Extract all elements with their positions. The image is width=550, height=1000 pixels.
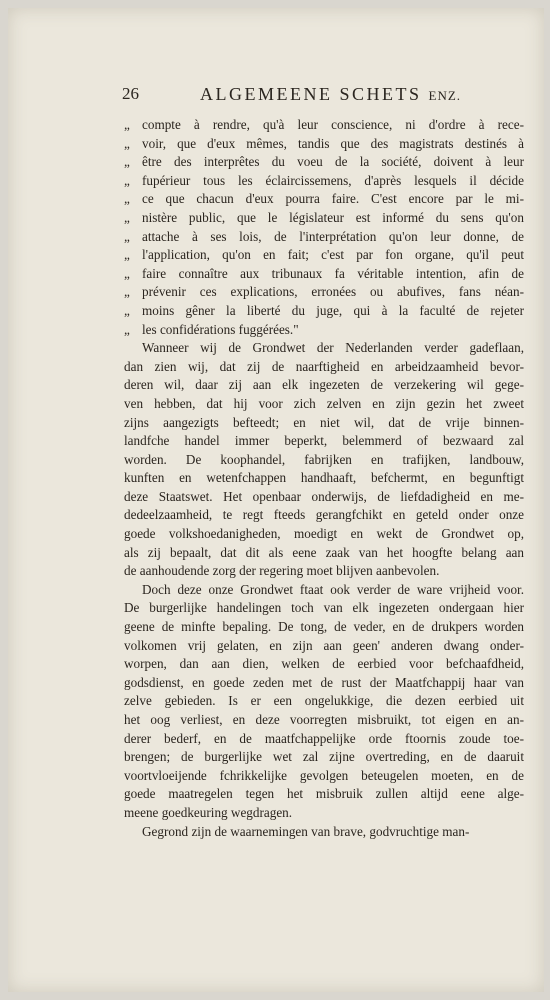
- quoted-passage: [124, 116, 524, 339]
- quoted-line: „ les confidérations fuggérées.": [124, 321, 524, 340]
- text-line: godsdienst, en goede zeden met de rust der Maatfchappij haar van: [124, 674, 524, 690]
- running-title: [200, 84, 461, 105]
- body-text: [124, 116, 524, 841]
- quote-mark: „: [124, 228, 130, 244]
- quoted-line: „ fupérieur tous les éclaircissemens, d'après lesquels il décide: [124, 172, 524, 191]
- paragraph-3: [124, 823, 524, 842]
- text-line: De burgerlijke handelingen toch van elk ingezeten ondergaan hier: [124, 600, 524, 616]
- paragraph-1: [124, 339, 524, 581]
- quote-mark: „: [124, 154, 130, 170]
- quote-mark: „: [124, 172, 130, 188]
- quote-mark: „: [124, 247, 130, 263]
- page-header: [122, 84, 514, 110]
- text-line: kunften en wetenfchappen handhaaft, befchermt, en begunftigt: [124, 470, 524, 486]
- text-line: brengen; de burgerlijke wet zal zijne overtreding, en de daaruit: [124, 749, 524, 765]
- text-line: Wanneer wij de Grondwet der Nederlanden verder gadeflaan,: [142, 340, 524, 356]
- text-line: het oog verliest, en deze voorregten misbruikt, tot eigen en an-: [124, 712, 524, 727]
- text-line: dan zien wij, dat zij de naarftigheid en arbeidzaamheid bevor-: [124, 358, 524, 374]
- text-line: geene de minfte bepaling. De tong, de veder, en de drukpers worden: [124, 619, 524, 635]
- quote-mark: „: [124, 284, 130, 300]
- text-line: meene goedkeuring wegdragen.: [124, 804, 293, 820]
- text-line: de aanhoudende zorg der regering moet blijven aanbevolen.: [124, 563, 440, 579]
- text-line: deren wil, daar zij aan elk ingezeten de verzekering wil gege-: [124, 377, 524, 393]
- text-line: dedeelzaamheid, te regt fteeds gerangfchikt en geteld onder onze: [124, 507, 524, 523]
- quoted-line: „ voir, que d'eux mêmes, tandis que des magistrats destinés à: [124, 135, 524, 154]
- quote-mark: „: [124, 209, 130, 225]
- text-line: Gegrond zijn de waarnemingen van brave, godvruchtige man-: [142, 823, 470, 839]
- running-title-text: ALGEMEENE SCHETS: [200, 84, 422, 104]
- quoted-line: „ attache à ses lois, de l'interprétation qu'on leur donne, de: [124, 228, 524, 247]
- text-line: derer bederf, en de maatfchappelijke orde ftoornis zoude toe-: [124, 730, 524, 746]
- text-line: deze Staatswet. Het openbaar onderwijs, de liefdadigheid en me-: [124, 488, 524, 504]
- text-line: zelve gebieden. Is er een ongelukkige, die dezen eerbied uit: [124, 693, 524, 709]
- text-line: Doch deze onze Grondwet ftaat ook verder de ware vrijheid voor.: [142, 581, 524, 597]
- text-line: volkomen vrij gelaten, en zijn aan geen' anderen dwang onder-: [124, 637, 524, 653]
- text-line: worden. De koophandel, fabrijken en trafijken, landbouw,: [124, 451, 524, 467]
- text-line: worpen, dan aan dien, welken de eerbied voor befchaafdheid,: [124, 656, 524, 672]
- quoted-line: „ être des interprêtes du voeu de la société, doivent à leur: [124, 153, 524, 172]
- text-line: als zij bepaalt, dat dit als eene zaak van het hoogfte belang aan: [124, 544, 524, 560]
- quoted-line: „ moins gêner la liberté du juge, qui à la faculté de rejeter: [124, 302, 524, 321]
- text-line: landfche handel immer beperkt, belemmerd of bezwaard zal: [124, 433, 524, 449]
- page-number: 26: [122, 84, 139, 103]
- quote-mark: „: [124, 135, 130, 151]
- quoted-line: „ ce que chacun d'eux pourra faire. C'est encore par le mi-: [124, 190, 524, 209]
- quoted-line: „ faire connaître aux tribunaux fa véritable intention, afin de: [124, 265, 524, 284]
- quoted-line: „ nistère public, que le législateur est informé du sens qu'on: [124, 209, 524, 228]
- text-line: goede maatregelen tegen het misbruik zullen altijd eene alge-: [124, 786, 524, 802]
- text-line: ven hebben, dat hij voor zich zelven en zijn gezin het zweet: [124, 395, 524, 411]
- quote-mark: „: [124, 117, 130, 132]
- quoted-line: „ prévenir ces explications, erronées ou abufives, fans néan-: [124, 283, 524, 302]
- quote-mark: „: [124, 265, 130, 281]
- quote-mark: „: [124, 321, 130, 337]
- paragraph-2: [124, 581, 524, 823]
- text-line: goede volkshoedanigheden, moedigt en wekt de Grondwet op,: [124, 526, 524, 542]
- quote-mark: „: [124, 191, 130, 207]
- text-line: voortvloeijende fchrikkelijke gevolgen beteugelen moeten, en de: [124, 767, 524, 783]
- quoted-line: „ compte à rendre, qu'à leur conscience, ni d'ordre à rece-: [124, 116, 524, 135]
- quoted-line: „ l'application, qu'on en fait; c'est par fon organe, qu'il peut: [124, 246, 524, 265]
- running-title-suffix: ENZ.: [428, 88, 462, 103]
- quote-mark: „: [124, 302, 130, 318]
- text-line: zijns aangezigts befteedt; en niet wil, dat de vrije binnen-: [124, 414, 524, 430]
